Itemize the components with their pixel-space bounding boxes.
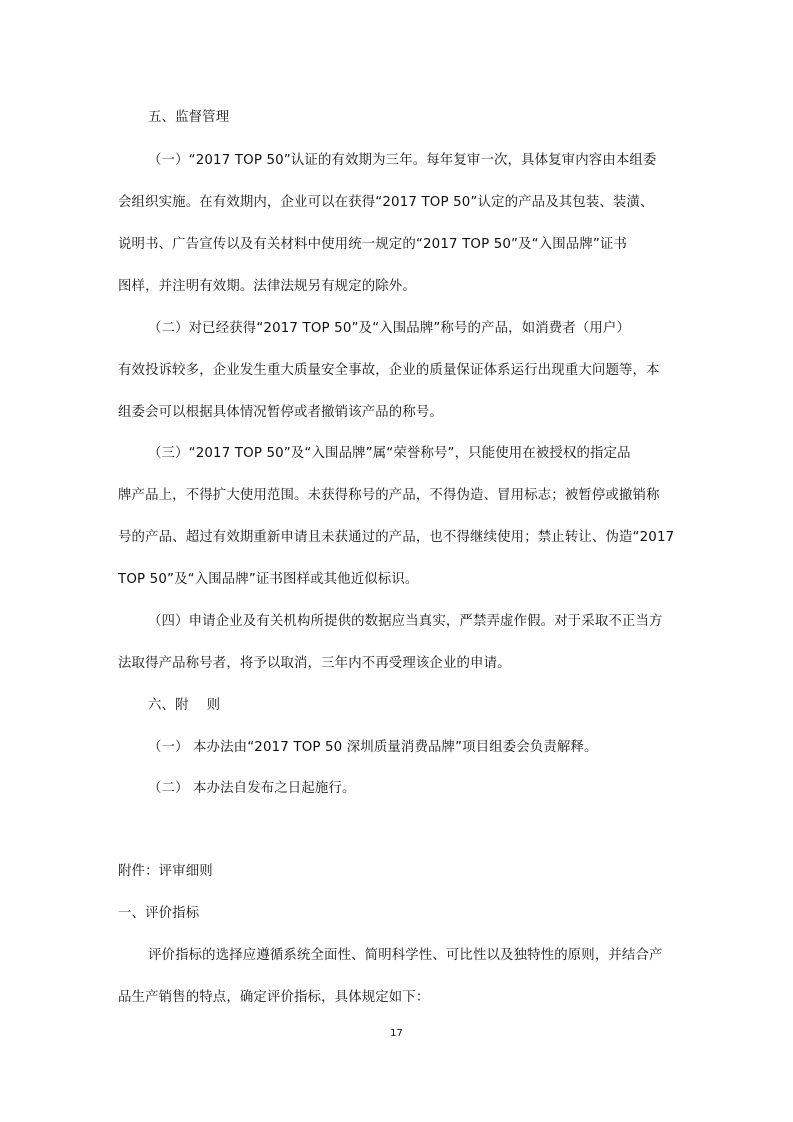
- paragraph-revocation-line-2: 有效投诉较多，企业发生重大质量安全事故，企业的质量保证体系运行出现重大问题等，本: [118, 363, 660, 378]
- paragraph-validity-line-3: 说明书、广告宣传以及有关材料中使用统一规定的“2017 TOP 50”及“入围品牌”证书: [118, 237, 628, 252]
- paragraph-data-line-2: 法取得产品称号者，将予以取消，三年内不再受理该企业的申请。: [118, 656, 511, 671]
- paragraph-honor-line-2: 牌产品上，不得扩大使用范围。未获得称号的产品，不得伪造、冒用标志；被暂停或撤销称: [118, 488, 660, 503]
- appendix-paragraph-line-2: 品生产销售的特点，确定评价指标，具体规定如下：: [118, 990, 430, 1005]
- appendix-paragraph-line-1: 评价指标的选择应遵循系统全面性、简明科学性、可比性以及独特性的原则，并结合产: [148, 948, 663, 963]
- paragraph-honor-line-3: 号的产品、超过有效期重新申请且未获通过的产品，也不得继续使用；禁止转让、伪造“2017: [118, 530, 675, 545]
- paragraph-honor-line-1: （三）“2017 TOP 50”及“入围品牌”属“荣誉称号”，只能使用在被授权的指定品: [148, 446, 631, 461]
- paragraph-revocation-line-3: 组委会可以根据具体情况暂停或者撤销该产品的称号。: [118, 405, 443, 420]
- paragraph-revocation-line-1: （二）对已经获得“2017 TOP 50”及“入围品牌”称号的产品，如消费者（用户）: [148, 321, 631, 336]
- paragraph-validity-line-2: 会组织实施。在有效期内，企业可以在获得“2017 TOP 50”认定的产品及其包装、装潢、: [118, 195, 654, 210]
- page-number: 17: [390, 1028, 403, 1039]
- paragraph-validity-line-4: 图样，并注明有效期。法律法规另有规定的除外。: [118, 279, 416, 294]
- paragraph-data-line-1: （四）申请企业及有关机构所提供的数据应当真实，严禁弄虚作假。对于采取不正当方: [148, 614, 663, 629]
- paragraph-validity-line-1: （一）“2017 TOP 50”认证的有效期为三年。每年复审一次，具体复审内容由本组委: [148, 153, 657, 168]
- appendix-title: 附件：评审细则: [118, 864, 213, 879]
- appendix-heading-indicators: 一、评价指标: [118, 906, 200, 921]
- section-heading-supplementary: 六、附 则: [148, 698, 221, 713]
- section-heading-supervision: 五、监督管理: [148, 110, 230, 125]
- paragraph-honor-line-4: TOP 50”及“入围品牌”证书图样或其他近似标识。: [118, 572, 419, 587]
- supplementary-item-1: （一） 本办法由“2017 TOP 50 深圳质量消费品牌”项目组委会负责解释。: [148, 740, 598, 755]
- supplementary-item-2: （二） 本办法自发布之日起施行。: [148, 781, 356, 796]
